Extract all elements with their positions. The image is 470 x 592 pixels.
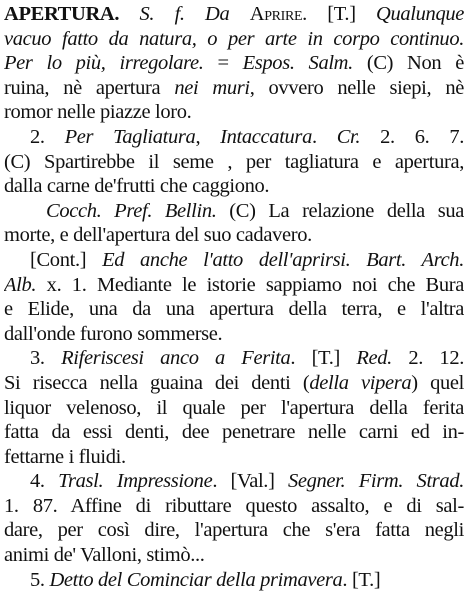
text-run: Qualunque: [376, 3, 464, 25]
text-run: 5.: [30, 568, 50, 591]
text-run: [Cont.]: [30, 248, 103, 271]
text-run: Riferiscesi anco a Ferita: [61, 347, 291, 370]
text-run: Intaccatura: [220, 125, 312, 148]
text-run: =: [203, 52, 243, 75]
text-run: dare, per così dire, l'apertura che s'era fatta negli: [4, 519, 464, 542]
text-run: APERTURA.: [4, 3, 120, 25]
text-run: morte, e dell'apertura del suo cadavero.: [4, 224, 312, 247]
text-run: . [T.]: [342, 568, 381, 591]
entry-line: [4, 322, 464, 347]
text-run: romor nelle piazze loro.: [4, 101, 192, 124]
text-run: vacuo fatto da natura, o per arte in corpo continuo.: [4, 27, 464, 50]
text-run: 2. 6. 7.: [360, 125, 464, 148]
text-run: Trasl. Impressione: [58, 470, 213, 493]
text-run: [119, 3, 139, 25]
text-run: Cr.: [336, 125, 361, 148]
entry-line: [4, 371, 464, 396]
text-run: Aprire: [249, 3, 303, 25]
entry-line: [4, 51, 464, 76]
text-run: liquor velenoso, il quale per l'apertura della ferita: [4, 396, 464, 419]
cont-line: [4, 248, 464, 273]
text-run: . [T.]: [302, 3, 377, 25]
entry-line: [4, 27, 464, 52]
entry-line: [4, 223, 464, 248]
text-run: 2. 12.: [391, 347, 464, 370]
text-run: fatta da essi denti, dee penetrare nelle carni ed in-: [4, 421, 464, 444]
text-run: 2.: [30, 125, 65, 148]
text-run: Red.: [356, 347, 392, 370]
citation-line: [4, 199, 464, 224]
text-run: nei muri: [174, 76, 250, 99]
entry-line: [4, 273, 464, 298]
text-run: Espos. Salm.: [242, 52, 353, 75]
sense-heading-3: [4, 346, 464, 371]
text-run: ruina, nè apertura: [4, 76, 175, 99]
text-run: dalla carne de'frutti che caggiono.: [4, 175, 270, 198]
text-run: e Elide, una da una apertura della terra, e l'altra: [4, 298, 464, 321]
text-run: Per lo più, irregolare.: [4, 52, 204, 75]
entry-line: [4, 543, 464, 568]
text-run: 1. 87. Affine di ributtare questo assalto, e di sal-: [4, 494, 464, 517]
entry-line: [4, 518, 464, 543]
text-run: ,: [195, 125, 221, 148]
text-run: Cocch. Pref. Bellin.: [46, 199, 217, 222]
text-run: (C) Spartirebbe il seme , per tagliatura e apertura,: [4, 150, 464, 173]
text-run: .: [311, 125, 337, 148]
text-run: della vipera: [309, 371, 412, 394]
text-run: , ovvero nelle siepi, nè: [249, 76, 464, 99]
text-run: ) quel: [411, 371, 464, 394]
entry-line: [4, 76, 464, 101]
text-run: fettarne i fluidi.: [4, 445, 126, 468]
text-run: Alb.: [4, 273, 37, 296]
entry-line: [4, 100, 464, 125]
sense-heading-2: [4, 125, 464, 150]
text-run: S. f. Da: [139, 3, 250, 25]
text-run: Per Tagliatura: [64, 125, 196, 148]
text-run: Detto del Cominciar della primavera: [49, 568, 343, 591]
entry-line: [4, 297, 464, 322]
entry-line: [4, 396, 464, 421]
entry-line: [4, 150, 464, 175]
text-run: animi de' Valloni, stimò...: [4, 544, 205, 567]
entry-line: [4, 420, 464, 445]
text-run: Ed anche l'atto dell'aprirsi. Bart. Arch.: [102, 248, 464, 271]
text-run: x. 1. Mediante le istorie sappiamo noi che Bura: [36, 273, 464, 296]
entry-line: [4, 174, 464, 199]
text-run: (C) La relazione della sua: [216, 199, 464, 222]
sense-heading-5: [4, 568, 464, 592]
text-run: 3.: [30, 347, 62, 370]
entry-line: [4, 445, 464, 470]
text-run: Segner. Firm. Strad.: [287, 470, 464, 493]
text-run: . [T.]: [290, 347, 357, 370]
text-run: (C) Non è: [352, 52, 464, 75]
sense-heading-4: [4, 469, 464, 494]
text-run: 4.: [30, 470, 59, 493]
text-run: dall'onde furono sommerse.: [4, 322, 223, 345]
entry-line: [4, 2, 464, 27]
text-run: . [Val.]: [212, 470, 288, 493]
text-run: Si risecca nella guaina dei denti (: [4, 371, 310, 394]
